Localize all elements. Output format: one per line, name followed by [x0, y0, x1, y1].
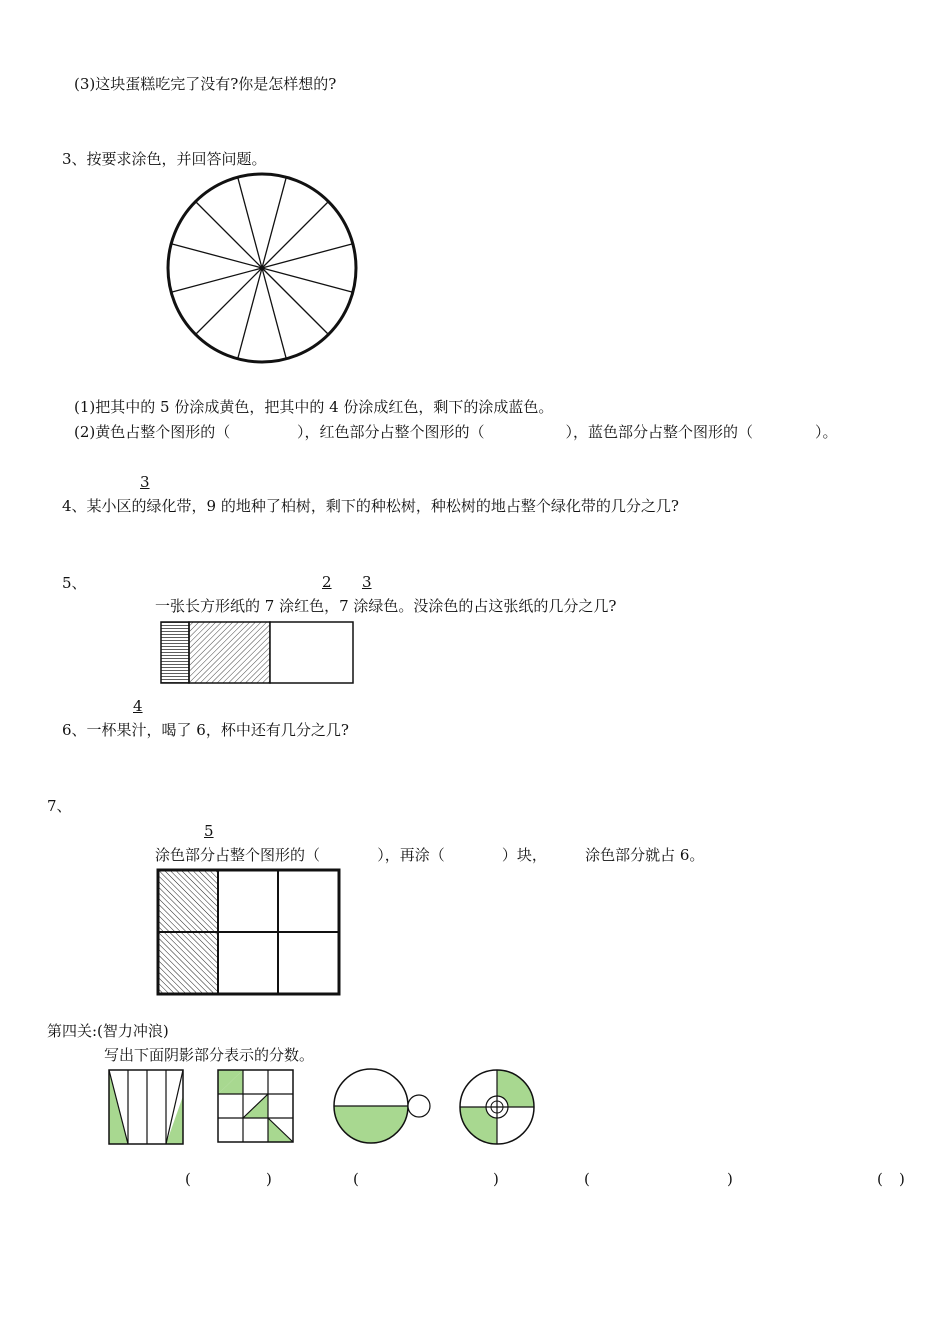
- circle-spoke: [238, 177, 262, 268]
- answer-blank-3-open: (: [584, 1170, 590, 1188]
- circle-spoke: [196, 202, 263, 269]
- answer-blank-1-open: (: [185, 1170, 191, 1188]
- circle-spoke: [262, 268, 353, 292]
- q3-instruction-2: (2)黄色占整个图形的（ ），红色部分占整个图形的（ ），蓝色部分占整个图形的（ ）。: [74, 423, 838, 441]
- circle-spoke: [238, 268, 262, 359]
- shaded-figure-circle-half: [330, 1066, 440, 1156]
- q5-question: 一张长方形纸的 7 涂红色，7 涂绿色。没涂色的占这张纸的几分之几?: [155, 597, 617, 615]
- shaded-figure-ring: [456, 1066, 546, 1156]
- twelve-part-circle: [164, 170, 364, 370]
- q3-title: 3、按要求涂色，并回答问题。: [62, 150, 267, 168]
- circle-spoke: [262, 268, 286, 359]
- q7-grid: [156, 868, 346, 1000]
- answer-blank-4-close: ): [899, 1170, 905, 1188]
- shaded-figure-grid: [215, 1066, 295, 1146]
- q5-label: 5、: [62, 574, 87, 592]
- q5-numerator-red: 2: [322, 573, 332, 591]
- circle-spoke: [171, 244, 262, 268]
- q5-paper-rectangle: [160, 621, 360, 687]
- circle-spoke: [262, 177, 286, 268]
- answer-blank-3-close: ): [727, 1170, 733, 1188]
- q2-part3-question: (3)这块蛋糕吃完了没有?你是怎样想的?: [74, 75, 337, 93]
- q4-question: 4、某小区的绿化带，9 的地种了柏树，剩下的种松树，种松树的地占整个绿化带的几分之几?: [62, 497, 679, 515]
- q7-label: 7、: [47, 797, 72, 815]
- circle-spoke: [262, 268, 329, 335]
- circle-spoke: [262, 202, 329, 269]
- q4-numerator: 3: [140, 473, 150, 491]
- answer-blank-2-close: ): [493, 1170, 499, 1188]
- q6-question: 6、一杯果汁，喝了 6，杯中还有几分之几?: [62, 721, 349, 739]
- answer-blank-2-open: (: [353, 1170, 359, 1188]
- q7-numerator: 5: [204, 822, 214, 840]
- circle-spoke: [196, 268, 263, 335]
- level4-instruction: 写出下面阴影部分表示的分数。: [104, 1046, 315, 1064]
- level4-title: 第四关:(智力冲浪): [47, 1022, 169, 1040]
- q3-instruction-1: (1)把其中的 5 份涂成黄色，把其中的 4 份涂成红色，剩下的涂成蓝色。: [74, 398, 554, 416]
- circle-spoke: [262, 244, 353, 268]
- answer-blank-1-close: ): [266, 1170, 272, 1188]
- answer-blank-4-open: (: [877, 1170, 883, 1188]
- q5-numerator-green: 3: [362, 573, 372, 591]
- q7-question: 涂色部分占整个图形的（ ），再涂（ ）块， 涂色部分就占 6。: [155, 846, 705, 864]
- circle-spoke: [171, 268, 262, 292]
- q6-numerator: 4: [133, 697, 143, 715]
- shaded-figure-rectangle: [106, 1066, 186, 1146]
